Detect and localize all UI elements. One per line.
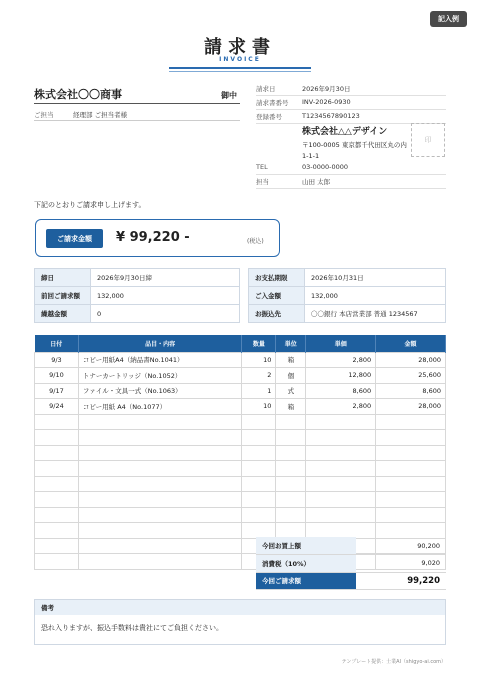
footer-credit: テンプレート提供：士業AI（shigyo-ai.com） bbox=[341, 659, 446, 665]
table-cell: 12,800 bbox=[306, 368, 376, 384]
table-cell bbox=[35, 476, 79, 492]
table-row bbox=[35, 383, 446, 399]
summary-row bbox=[249, 269, 446, 287]
table-cell bbox=[35, 507, 79, 523]
totals-value: 99,220 bbox=[356, 572, 446, 590]
table-cell: ファイル・文具一式（No.1063） bbox=[78, 383, 242, 399]
table-cell: 9/10 bbox=[35, 368, 79, 384]
col-header-amount: 金額 bbox=[376, 335, 446, 352]
person-label: 担当 bbox=[256, 178, 269, 186]
col-header-qty: 数量 bbox=[242, 335, 276, 352]
document-subtitle: INVOICE bbox=[219, 56, 261, 63]
table-cell bbox=[376, 430, 446, 446]
summary-label: お振込先 bbox=[249, 305, 305, 323]
table-row bbox=[35, 352, 446, 368]
table-cell bbox=[276, 445, 306, 461]
summary-row bbox=[249, 305, 446, 323]
table-cell bbox=[376, 461, 446, 477]
table-cell bbox=[276, 523, 306, 539]
table-cell bbox=[276, 492, 306, 508]
table-cell bbox=[35, 461, 79, 477]
table-cell bbox=[276, 430, 306, 446]
table-cell bbox=[276, 414, 306, 430]
contact-label: ご担当 bbox=[34, 111, 54, 119]
summary-row bbox=[35, 287, 240, 305]
table-cell bbox=[376, 476, 446, 492]
table-cell bbox=[78, 476, 242, 492]
table-cell: 2,800 bbox=[306, 352, 376, 368]
table-cell bbox=[242, 507, 276, 523]
document-title: 請求書 bbox=[204, 37, 276, 58]
table-row-empty bbox=[35, 492, 446, 508]
issuer-name: 株式会社△△デザイン bbox=[302, 127, 388, 137]
table-cell bbox=[242, 414, 276, 430]
table-cell bbox=[376, 445, 446, 461]
table-cell bbox=[78, 445, 242, 461]
table-cell: 2 bbox=[242, 368, 276, 384]
table-cell bbox=[78, 461, 242, 477]
items-header-row bbox=[35, 335, 446, 352]
table-cell bbox=[242, 492, 276, 508]
person-value: 山田 太郎 bbox=[302, 178, 331, 186]
table-cell bbox=[78, 492, 242, 508]
summary-table-left bbox=[34, 268, 240, 323]
recipient-underline bbox=[34, 103, 240, 104]
summary-value: 0 bbox=[91, 305, 240, 323]
info-label: 請求日 bbox=[256, 85, 276, 93]
remarks-text: 恐れ入りますが、振込手数料は貴社にてご負担ください。 bbox=[41, 624, 223, 632]
table-row-empty bbox=[35, 476, 446, 492]
summary-value: 132,000 bbox=[305, 287, 446, 305]
table-cell bbox=[306, 430, 376, 446]
col-header-date: 日付 bbox=[35, 335, 79, 352]
totals-row-grand bbox=[256, 572, 446, 590]
table-cell bbox=[35, 538, 79, 554]
info-row-number bbox=[256, 96, 446, 110]
table-cell bbox=[276, 476, 306, 492]
table-cell bbox=[306, 523, 376, 539]
table-cell: 箱 bbox=[276, 399, 306, 415]
info-label: 登録番号 bbox=[256, 113, 282, 121]
table-cell: 式 bbox=[276, 383, 306, 399]
title-underline-thin bbox=[169, 71, 311, 72]
info-value: INV-2026-0930 bbox=[302, 98, 351, 106]
table-cell bbox=[276, 507, 306, 523]
totals-value: 90,200 bbox=[356, 537, 446, 555]
table-cell: 25,600 bbox=[376, 368, 446, 384]
summary-value: 2026年9月30日締 bbox=[91, 269, 240, 287]
table-cell bbox=[306, 414, 376, 430]
table-cell: コピー用紙A4（納品書No.1041） bbox=[78, 352, 242, 368]
contact-value: 経理部 ご担当者様 bbox=[73, 111, 128, 119]
table-cell bbox=[242, 430, 276, 446]
table-cell: コピー用紙 A4（No.1077） bbox=[78, 399, 242, 415]
table-cell: 9/3 bbox=[35, 352, 79, 368]
summary-value: 132,000 bbox=[91, 287, 240, 305]
table-cell: トナーカートリッジ（No.1052） bbox=[78, 368, 242, 384]
info-row-date bbox=[256, 82, 446, 96]
totals-label: 今回ご請求額 bbox=[256, 572, 356, 590]
contact-divider bbox=[34, 120, 240, 121]
table-cell bbox=[35, 492, 79, 508]
table-cell bbox=[306, 445, 376, 461]
totals-row bbox=[256, 555, 446, 573]
table-row-empty bbox=[35, 461, 446, 477]
table-cell bbox=[242, 445, 276, 461]
summary-label: 締日 bbox=[35, 269, 91, 287]
table-cell: 28,000 bbox=[376, 399, 446, 415]
recipient-honorific: 御中 bbox=[221, 91, 237, 100]
info-row-registration bbox=[256, 110, 446, 124]
summary-table-right bbox=[248, 268, 446, 323]
info-label: 請求書番号 bbox=[256, 99, 289, 107]
summary-row bbox=[35, 305, 240, 323]
table-cell: 9/24 bbox=[35, 399, 79, 415]
table-row-empty bbox=[35, 523, 446, 539]
remarks-heading: 備考 bbox=[35, 600, 445, 615]
summary-value: 2026年10月31日 bbox=[305, 269, 446, 287]
col-header-item: 品目・内容 bbox=[78, 335, 242, 352]
table-cell: 個 bbox=[276, 368, 306, 384]
table-cell: 8,600 bbox=[306, 383, 376, 399]
table-cell: 1 bbox=[242, 383, 276, 399]
table-cell: 10 bbox=[242, 352, 276, 368]
summary-label: ご入金額 bbox=[249, 287, 305, 305]
greeting-text: 下記のとおりご請求申し上げます。 bbox=[34, 201, 146, 209]
summary-row bbox=[249, 287, 446, 305]
table-row-empty bbox=[35, 445, 446, 461]
info-value: T1234567890123 bbox=[302, 112, 360, 120]
issuer-person-row bbox=[256, 175, 446, 189]
col-header-unit: 単位 bbox=[276, 335, 306, 352]
table-cell bbox=[242, 476, 276, 492]
table-cell bbox=[78, 507, 242, 523]
table-cell bbox=[306, 492, 376, 508]
table-row-empty bbox=[35, 430, 446, 446]
total-amount: ¥ 99,220 - bbox=[116, 230, 190, 245]
summary-label: 繰越金額 bbox=[35, 305, 91, 323]
items-table bbox=[34, 335, 446, 570]
table-cell bbox=[306, 461, 376, 477]
recipient-company: 株式会社〇〇商事 bbox=[34, 88, 122, 101]
issuer-address: 〒100-0005 東京都千代田区丸の内1-1-1 bbox=[302, 141, 407, 160]
summary-row bbox=[35, 269, 240, 287]
totals-value: 9,020 bbox=[356, 555, 446, 573]
table-cell bbox=[78, 430, 242, 446]
totals-label: 今回お買上額 bbox=[256, 537, 356, 555]
table-cell bbox=[35, 523, 79, 539]
table-cell bbox=[242, 461, 276, 477]
total-label: ご請求金額 bbox=[46, 229, 103, 248]
table-cell bbox=[306, 507, 376, 523]
table-cell bbox=[376, 414, 446, 430]
totals-label: 消費税（10%） bbox=[256, 555, 356, 573]
table-cell: 10 bbox=[242, 399, 276, 415]
table-cell bbox=[306, 476, 376, 492]
table-cell bbox=[78, 554, 242, 570]
sample-badge: 記入例 bbox=[430, 11, 467, 27]
table-row bbox=[35, 368, 446, 384]
table-cell: 8,600 bbox=[376, 383, 446, 399]
col-header-price: 単価 bbox=[306, 335, 376, 352]
summary-value: 〇〇銀行 本店営業部 普通 1234567 bbox=[305, 305, 446, 323]
table-cell bbox=[78, 538, 242, 554]
table-cell bbox=[35, 414, 79, 430]
issuer-tel-row bbox=[256, 161, 446, 175]
table-cell bbox=[35, 554, 79, 570]
totals-row bbox=[256, 537, 446, 555]
tax-note: (税込) bbox=[247, 238, 264, 245]
totals-table bbox=[256, 537, 446, 590]
summary-label: 前回ご請求額 bbox=[35, 287, 91, 305]
table-cell bbox=[35, 445, 79, 461]
table-cell bbox=[35, 430, 79, 446]
summary-label: お支払期限 bbox=[249, 269, 305, 287]
tel-label: TEL bbox=[256, 163, 268, 171]
table-cell bbox=[376, 492, 446, 508]
table-row bbox=[35, 399, 446, 415]
table-cell bbox=[242, 523, 276, 539]
table-cell bbox=[376, 507, 446, 523]
tel-value: 03-0000-0000 bbox=[302, 163, 349, 171]
table-row-empty bbox=[35, 507, 446, 523]
table-cell: 28,000 bbox=[376, 352, 446, 368]
table-cell bbox=[78, 414, 242, 430]
title-underline bbox=[169, 67, 311, 69]
table-cell bbox=[78, 523, 242, 539]
table-cell: 9/17 bbox=[35, 383, 79, 399]
info-value: 2026年9月30日 bbox=[302, 85, 351, 93]
table-cell: 箱 bbox=[276, 352, 306, 368]
table-cell bbox=[276, 461, 306, 477]
table-cell bbox=[376, 523, 446, 539]
table-row-empty bbox=[35, 414, 446, 430]
table-cell: 2,800 bbox=[306, 399, 376, 415]
stamp-box: 印 bbox=[411, 123, 445, 157]
